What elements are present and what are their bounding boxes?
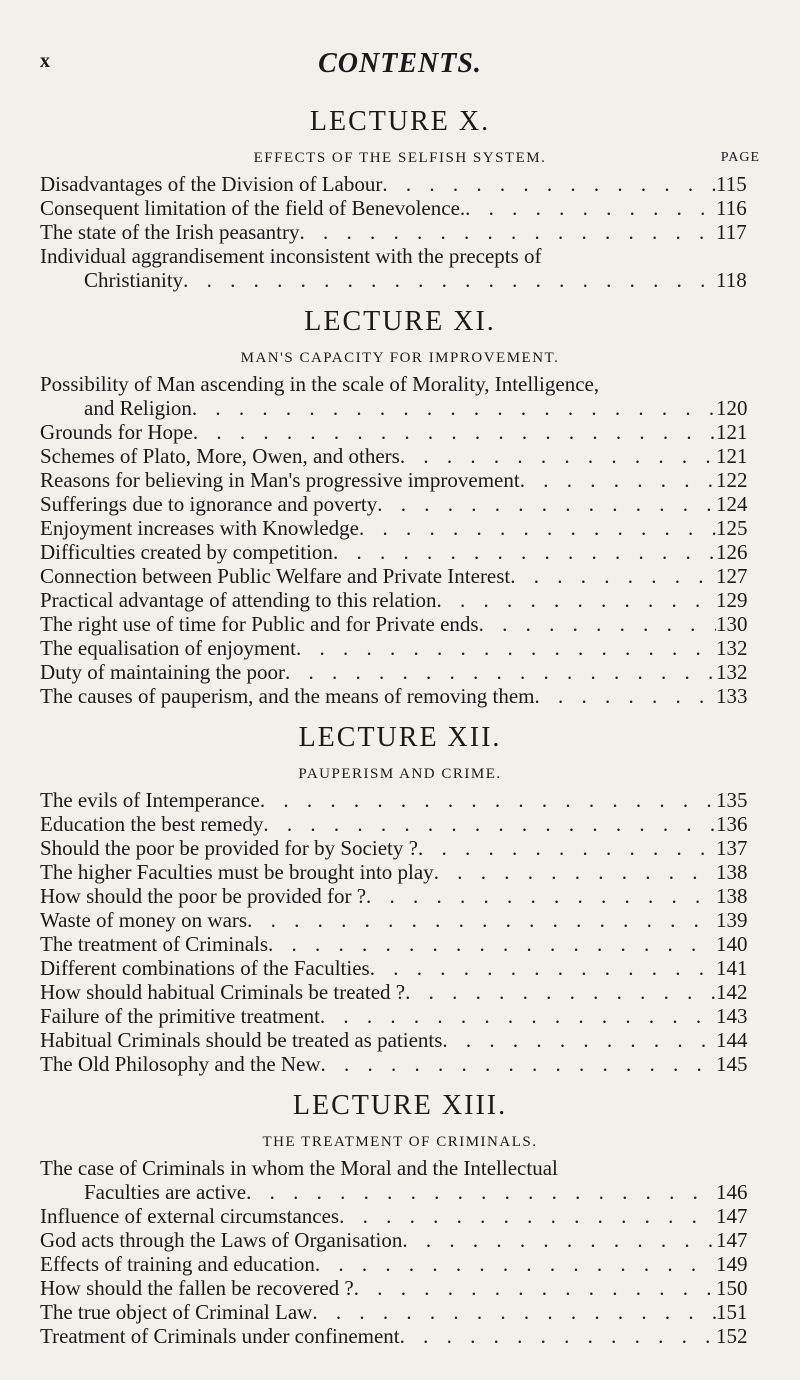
entry-text: Waste of money on wars xyxy=(40,908,248,932)
page-number: 133 xyxy=(716,684,748,708)
toc-entry xyxy=(40,1204,760,1228)
dot-leader xyxy=(535,684,716,708)
toc-entry xyxy=(40,420,760,444)
page-number: 135 xyxy=(716,788,748,812)
entry-text: Individual aggrandisement inconsistent with the precepts of xyxy=(40,244,542,268)
entry-text: Treatment of Criminals under confinement xyxy=(40,1324,400,1348)
lecture-subtitle-row xyxy=(40,344,760,372)
toc-entry xyxy=(40,1324,760,1348)
page-number: 127 xyxy=(716,564,748,588)
toc-entry-line xyxy=(40,244,760,268)
entry-text: Possibility of Man ascending in the scale of Morality, Intelligence, xyxy=(40,372,600,396)
entry-text: The Old Philosophy and the New xyxy=(40,1052,321,1076)
page-number: 138 xyxy=(716,860,748,884)
page-number: 120 xyxy=(716,396,748,420)
table-of-contents xyxy=(40,100,760,1362)
lecture-title: LECTURE XIII. xyxy=(292,1090,508,1121)
dot-leader xyxy=(333,540,716,564)
entry-text: Disadvantages of the Division of Labour xyxy=(40,172,383,196)
lecture-subtitle-row xyxy=(40,144,760,172)
entry-text: God acts through the Laws of Organisation xyxy=(40,1228,403,1252)
toc-entry xyxy=(40,196,760,220)
entry-text: Connection between Public Welfare and Private Interest xyxy=(40,564,511,588)
toc-entry-line xyxy=(40,1156,760,1180)
page-number: 129 xyxy=(716,588,748,612)
entry-text: The treatment of Criminals xyxy=(40,932,269,956)
page-number: 147 xyxy=(716,1228,748,1252)
dot-leader xyxy=(268,932,716,956)
lecture-subtitle: EFFECTS OF THE SELFISH SYSTEM. xyxy=(253,150,547,166)
dot-leader xyxy=(382,172,716,196)
dot-leader xyxy=(300,220,717,244)
toc-entry xyxy=(40,1180,760,1204)
toc-entry xyxy=(40,812,760,836)
entry-text: The case of Criminals in whom the Moral and the Intellectual xyxy=(40,1156,558,1180)
entry-text: Duty of maintaining the poor xyxy=(40,660,285,684)
toc-entry xyxy=(40,980,760,1004)
dot-leader xyxy=(405,980,716,1004)
page-number: 136 xyxy=(716,812,748,836)
entry-text: and Religion xyxy=(84,396,192,420)
entry-text: The state of the Irish peasantry xyxy=(40,220,300,244)
dot-leader xyxy=(312,1300,716,1324)
page-number: 143 xyxy=(716,1004,748,1028)
toc-entry xyxy=(40,468,760,492)
toc-entry xyxy=(40,268,760,292)
entry-text: Sufferings due to ignorance and poverty xyxy=(40,492,378,516)
page-number: 144 xyxy=(716,1028,748,1052)
page-number: 141 xyxy=(716,956,748,980)
page-number: 150 xyxy=(716,1276,748,1300)
entry-text: Faculties are active xyxy=(84,1180,247,1204)
entry-text: Effects of training and education xyxy=(40,1252,315,1276)
toc-entry xyxy=(40,908,760,932)
entry-text: Failure of the primitive treatment xyxy=(40,1004,320,1028)
toc-entry xyxy=(40,956,760,980)
lecture-title: LECTURE XI. xyxy=(304,306,496,337)
entry-text: Practical advantage of attending to this relation xyxy=(40,588,437,612)
dot-leader xyxy=(260,788,716,812)
toc-entry xyxy=(40,492,760,516)
dot-leader xyxy=(246,1180,716,1204)
running-head xyxy=(40,48,760,88)
toc-entry xyxy=(40,1228,760,1252)
toc-entry-line xyxy=(40,372,760,396)
lecture-section xyxy=(40,106,760,292)
toc-entry xyxy=(40,172,760,196)
entry-text: The causes of pauperism, and the means of removing them xyxy=(40,684,535,708)
page-number: 138 xyxy=(716,884,748,908)
dot-leader xyxy=(192,396,716,420)
entry-text: Habitual Criminals should be treated as patients xyxy=(40,1028,443,1052)
page-folio: x xyxy=(40,50,50,72)
lecture-subtitle: MAN'S CAPACITY FOR IMPROVEMENT. xyxy=(240,350,560,366)
page-number: 121 xyxy=(716,420,748,444)
page-number: 145 xyxy=(716,1052,748,1076)
lecture-section xyxy=(40,1090,760,1348)
page-number: 142 xyxy=(716,980,748,1004)
entry-text: Grounds for Hope xyxy=(40,420,193,444)
dot-leader xyxy=(442,1028,716,1052)
toc-entry xyxy=(40,884,760,908)
dot-leader xyxy=(465,196,716,220)
entry-text: Influence of external circumstances xyxy=(40,1204,340,1228)
lecture-title: LECTURE X. xyxy=(309,106,491,137)
dot-leader xyxy=(321,1052,716,1076)
entry-text: Reasons for believing in Man's progressive improvement xyxy=(40,468,520,492)
entry-text: How should the fallen be recovered ? xyxy=(40,1276,354,1300)
toc-entry xyxy=(40,540,760,564)
page-number: 147 xyxy=(716,1204,748,1228)
lecture-subtitle: PAUPERISM AND CRIME. xyxy=(298,766,502,782)
dot-leader xyxy=(479,612,716,636)
dot-leader xyxy=(359,516,716,540)
dot-leader xyxy=(377,492,716,516)
entry-text: Consequent limitation of the field of Benevolence. xyxy=(40,196,466,220)
lecture-subtitle-row xyxy=(40,1128,760,1156)
page-number: 116 xyxy=(716,196,747,220)
page-number: 121 xyxy=(716,444,748,468)
lecture-section xyxy=(40,722,760,1076)
toc-entry xyxy=(40,788,760,812)
toc-entry xyxy=(40,932,760,956)
dot-leader xyxy=(183,268,716,292)
toc-entry xyxy=(40,564,760,588)
page-number: 117 xyxy=(716,220,747,244)
page-number: 130 xyxy=(716,612,748,636)
dot-leader xyxy=(400,1324,716,1348)
entry-text: Education the best remedy xyxy=(40,812,264,836)
toc-entry xyxy=(40,860,760,884)
page-number: 149 xyxy=(716,1252,748,1276)
toc-entry xyxy=(40,684,760,708)
toc-entry xyxy=(40,1052,760,1076)
lecture-title: LECTURE XII. xyxy=(298,722,502,753)
dot-leader xyxy=(510,564,716,588)
entry-text: Christianity xyxy=(84,268,184,292)
dot-leader xyxy=(247,908,716,932)
toc-entry xyxy=(40,660,760,684)
entry-text: The higher Faculties must be brought into play xyxy=(40,860,434,884)
dot-leader xyxy=(315,1252,716,1276)
toc-entry xyxy=(40,636,760,660)
dot-leader xyxy=(434,860,716,884)
page-number: 152 xyxy=(716,1324,748,1348)
dot-leader xyxy=(520,468,716,492)
page-number: 126 xyxy=(716,540,748,564)
page-number: 146 xyxy=(716,1180,748,1204)
page-number: 132 xyxy=(716,660,748,684)
entry-text: How should habitual Criminals be treated ? xyxy=(40,980,406,1004)
toc-entry xyxy=(40,1004,760,1028)
entry-text: How should the poor be provided for ? xyxy=(40,884,367,908)
lecture-subtitle: THE TREATMENT OF CRIMINALS. xyxy=(262,1134,538,1150)
page-number: 151 xyxy=(716,1300,748,1324)
toc-entry xyxy=(40,836,760,860)
entry-text: Schemes of Plato, More, Owen, and others xyxy=(40,444,400,468)
page-number: 140 xyxy=(716,932,748,956)
dot-leader xyxy=(370,956,716,980)
page-number: 122 xyxy=(716,468,748,492)
dot-leader xyxy=(296,636,716,660)
dot-leader xyxy=(193,420,716,444)
dot-leader xyxy=(263,812,716,836)
entry-text: Should the poor be provided for by Society ? xyxy=(40,836,418,860)
page-number: 139 xyxy=(716,908,748,932)
page-column-label: PAGE xyxy=(720,150,760,165)
toc-entry xyxy=(40,612,760,636)
entry-text: The evils of Intemperance xyxy=(40,788,260,812)
toc-entry xyxy=(40,1252,760,1276)
page-number: 124 xyxy=(716,492,748,516)
entry-text: Difficulties created by competition xyxy=(40,540,333,564)
toc-entry xyxy=(40,1276,760,1300)
dot-leader xyxy=(366,884,716,908)
toc-entry xyxy=(40,220,760,244)
dot-leader xyxy=(418,836,716,860)
dot-leader xyxy=(339,1204,716,1228)
entry-text: Enjoyment increases with Knowledge xyxy=(40,516,359,540)
running-title: CONTENTS. xyxy=(318,48,482,79)
toc-entry xyxy=(40,588,760,612)
dot-leader xyxy=(402,1228,716,1252)
page-number: 118 xyxy=(716,268,747,292)
entry-text: The right use of time for Public and for Private ends xyxy=(40,612,479,636)
dot-leader xyxy=(320,1004,716,1028)
page-number: 125 xyxy=(716,516,748,540)
toc-entry xyxy=(40,516,760,540)
entry-text: The true object of Criminal Law xyxy=(40,1300,313,1324)
page-number: 137 xyxy=(716,836,748,860)
page-number: 132 xyxy=(716,636,748,660)
toc-entry xyxy=(40,1300,760,1324)
page-number: 115 xyxy=(716,172,747,196)
lecture-subtitle-row xyxy=(40,760,760,788)
toc-entry xyxy=(40,1028,760,1052)
dot-leader xyxy=(437,588,716,612)
lecture-section xyxy=(40,306,760,708)
dot-leader xyxy=(285,660,716,684)
toc-entry xyxy=(40,396,760,420)
dot-leader xyxy=(400,444,716,468)
entry-text: The equalisation of enjoyment xyxy=(40,636,297,660)
entry-text: Different combinations of the Faculties xyxy=(40,956,370,980)
toc-entry xyxy=(40,444,760,468)
dot-leader xyxy=(354,1276,716,1300)
